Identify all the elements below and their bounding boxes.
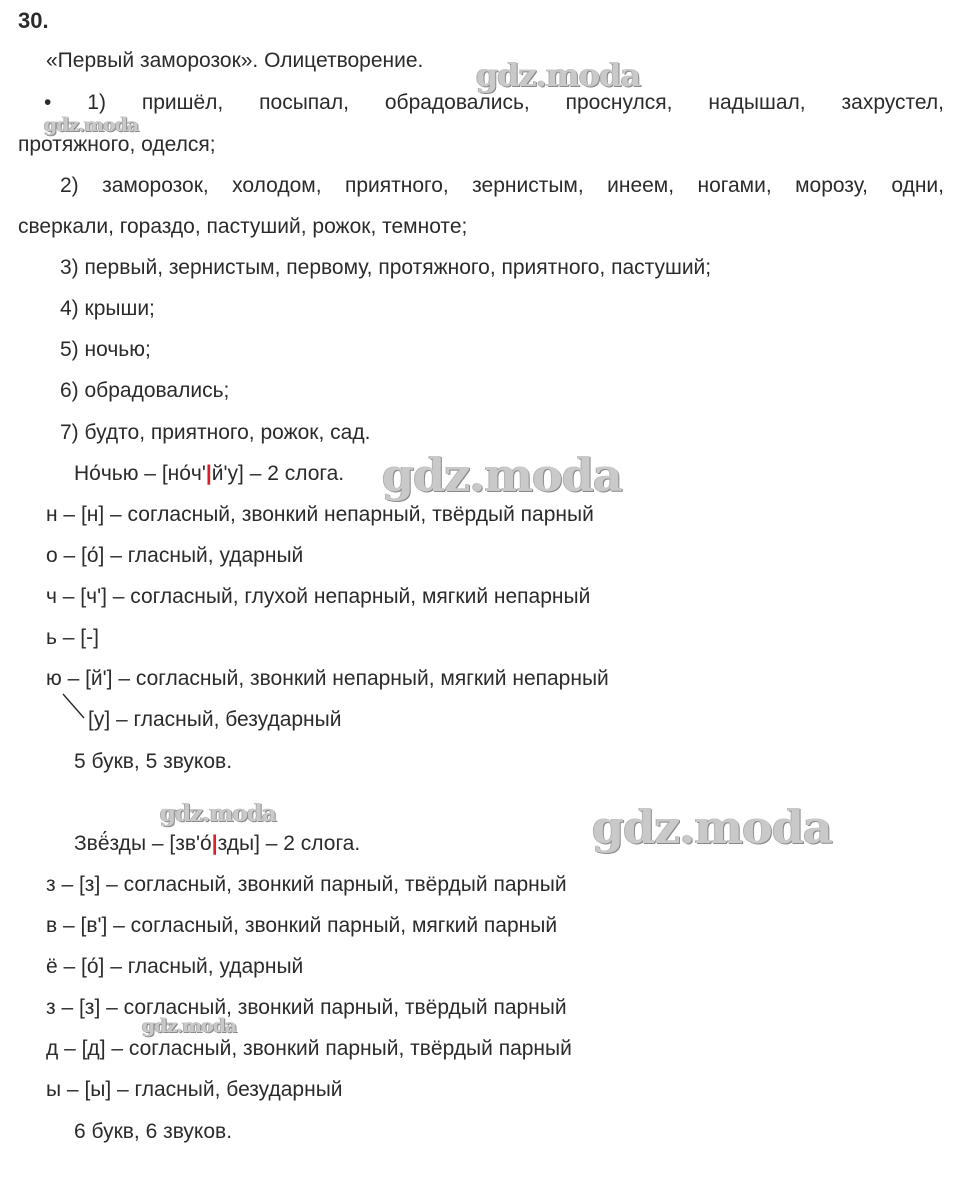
- watermark: gdz.moda: [476, 56, 641, 94]
- word2-heading: [74, 831, 360, 857]
- item-7: 7) будто, приятного, рожок, сад.: [60, 421, 371, 444]
- syllable-divider: |: [205, 462, 212, 485]
- word1-row: н – [н] – согласный, звонкий непарный, твёрдый парный: [46, 503, 594, 526]
- word1-row: ч – [ч'] – согласный, глухой непарный, мягкий непарный: [46, 585, 591, 608]
- word2-row: ы – [ы] – гласный, безударный: [46, 1078, 343, 1101]
- watermark: gdz.moda: [592, 800, 832, 854]
- watermark: gdz.moda: [142, 1015, 237, 1037]
- word1-row: ю – [й'] – согласный, звонкий непарный, мягкий непарный: [46, 667, 609, 690]
- word2-row: ё – [о́] – гласный, ударный: [46, 955, 304, 978]
- word2-row: в – [в'] – согласный, звонкий парный, мягкий парный: [46, 914, 558, 937]
- word1-heading-a: Но́чью – [но́ч': [74, 462, 206, 485]
- word1-summary: 5 букв, 5 звуков.: [74, 750, 233, 773]
- item-6: 6) обрадовались;: [60, 379, 230, 402]
- item-2-start: 2) заморозок, холодом, приятного, зернистым, инеем, ногами, морозу, одни,: [60, 174, 944, 197]
- item-1-start: • 1) пришёл, посыпал, обрадовались, проснулся, надышал, захрустел,: [44, 91, 944, 114]
- item-3: 3) первый, зернистым, первому, протяжного, приятного, пастуший;: [60, 256, 712, 279]
- word1-row: [у] – гласный, безударный: [88, 708, 342, 731]
- word2-summary: 6 букв, 6 звуков.: [74, 1120, 233, 1143]
- item-4: 4) крыши;: [60, 297, 155, 320]
- watermark: gdz.moda: [44, 114, 139, 136]
- item-1-continuation: протяжного, оделся;: [18, 133, 216, 156]
- watermark: gdz.moda: [382, 448, 622, 502]
- word1-row: о – [о́] – гласный, ударный: [46, 544, 304, 567]
- branch-line: [60, 692, 90, 722]
- item-5: 5) ночью;: [60, 338, 151, 361]
- word2-heading-a: Звё́зды – [зв'о́: [74, 832, 212, 855]
- word2-row: д – [д] – согласный, звонкий парный, твёрдый парный: [46, 1037, 572, 1060]
- word2-row: з – [з] – согласный, звонкий парный, твёрдый парный: [46, 996, 567, 1019]
- word2-row: з – [з] – согласный, звонкий парный, твёрдый парный: [46, 873, 567, 896]
- title-line: «Первый заморозок». Олицетворение.: [46, 49, 424, 72]
- syllable-divider: |: [211, 832, 218, 855]
- watermark: gdz.moda: [160, 800, 276, 827]
- word1-row: ь – [-]: [46, 626, 99, 649]
- task-number: 30.: [18, 8, 49, 33]
- word2-heading-b: зды] – 2 слога.: [217, 832, 361, 855]
- word1-heading: [74, 461, 344, 487]
- word1-heading-b: й'у] – 2 слога.: [211, 462, 345, 485]
- item-2-continuation: сверкали, гораздо, пастуший, рожок, темноте;: [18, 215, 468, 238]
